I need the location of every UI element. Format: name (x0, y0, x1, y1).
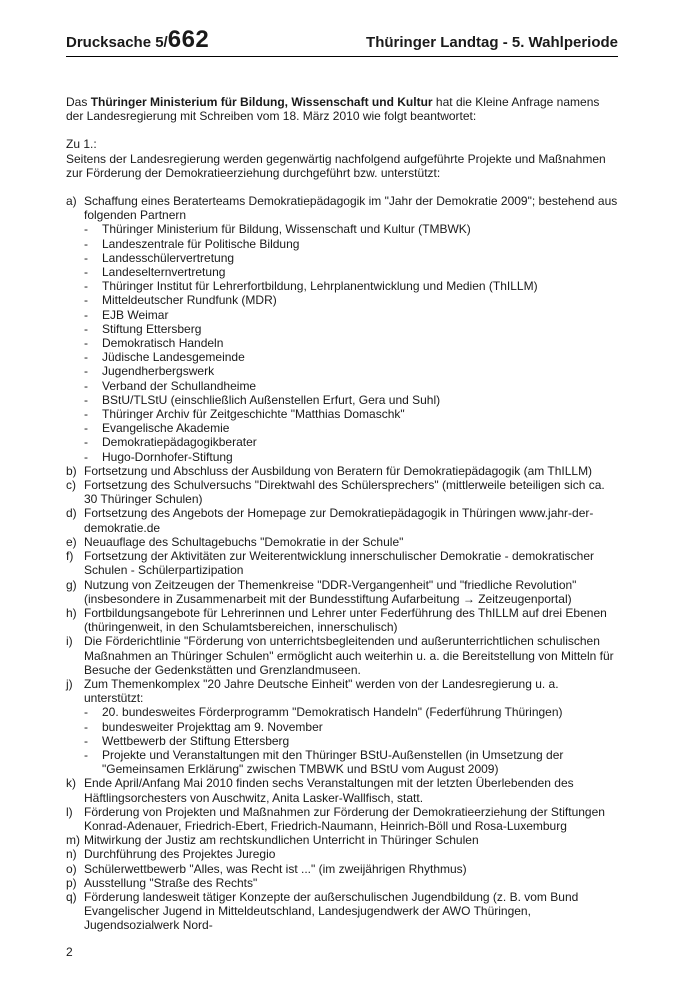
sub-list-item-text: Hugo-Dornhofer-Stiftung (102, 449, 233, 464)
list-item (66, 464, 618, 478)
sub-list-item (66, 748, 618, 776)
sub-list-item (66, 705, 618, 719)
answer-text: Seitens der Landesregierung werden gegenwärtig nachfolgend aufgeführte Projekte und Maßnahmen zur Förderung der Demokratieerziehung durchgeführt bzw. unterstützt: (66, 151, 606, 180)
sub-list-item (66, 222, 618, 236)
sub-list-item (66, 336, 618, 350)
dash-marker: - (84, 336, 88, 351)
dash-marker: - (84, 747, 88, 762)
list-item-text: Die Förderichtlinie "Förderung von unterrichtsbegleitenden und außerunterrichtlichen schulischen Maßnahmen an Thüringer Schulen" ermöglicht auch weiterhin u. a. die Bereitstellung von Mitteln für Besuche der Gedenkstätten und Grenzlandmuseen. (84, 634, 614, 677)
sub-list-item (66, 435, 618, 449)
sub-list-item-text: bundesweiter Projekttag am 9. November (102, 719, 323, 734)
list-item (66, 876, 618, 890)
intro-paragraph (66, 95, 618, 123)
list-item-text: Ausstellung "Straße des Rechts" (84, 875, 258, 890)
sub-list-item-text: Thüringer Institut für Lehrerfortbildung, Lehrplanentwicklung und Medien (ThILLM) (102, 279, 538, 294)
sub-list-item-text: Thüringer Ministerium für Bildung, Wissenschaft und Kultur (TMBWK) (102, 222, 471, 237)
dash-marker: - (84, 279, 88, 294)
list-marker: b) (66, 463, 77, 478)
list-item-text: Zum Themenkomplex "20 Jahre Deutsche Einheit" werden von der Landesregierung u. a. unterstützt: (84, 676, 559, 706)
list-item (66, 478, 618, 506)
list-marker: d) (66, 506, 77, 521)
sub-list-item-text: Jüdische Landesgemeinde (102, 350, 245, 365)
list-item-text: Fortsetzung des Schulversuchs "Direktwahl des Schülersprechers" (mittlerweile beteiligen sich ca. 30 Thüringer Schulen) (84, 478, 605, 507)
intro-pre: Das (66, 95, 91, 109)
document-body (66, 95, 618, 933)
list-item-text: Nutzung von Zeitzeugen der Themenkreise "DDR-Vergangenheit" und "friedliche Revolution" (insbesondere in Zusammenarbeit mit der Bundesstiftung Aufarbeitung → Zeitzeugenportal) (84, 577, 577, 606)
document-number (66, 26, 210, 56)
list-item-text: Fortsetzung der Aktivitäten zur Weiterentwicklung innerschulischer Demokratie - demokratischer Schulen - Schülerpartizipation (84, 549, 594, 578)
sub-list-item-text: Demokratisch Handeln (102, 336, 224, 351)
dash-marker: - (84, 719, 88, 734)
sub-list-item (66, 308, 618, 322)
list-item (66, 194, 618, 222)
list-marker: a) (66, 194, 77, 209)
sub-list-item-text: Wettbewerb der Stiftung Ettersberg (102, 733, 290, 748)
list-marker: k) (66, 776, 76, 791)
list-item (66, 606, 618, 634)
dash-marker: - (84, 293, 88, 308)
measures-list (66, 194, 618, 933)
document-number-prefix: Drucksache 5/ (66, 34, 168, 51)
sub-list-item-text: BStU/TLStU (einschließlich Außenstellen Erfurt, Gera und Suhl) (102, 392, 441, 407)
sub-list-item (66, 293, 618, 307)
answer-heading: Zu 1.: (66, 137, 97, 152)
sub-list-item-text: Verband der Schullandheime (102, 378, 257, 393)
list-item (66, 862, 618, 876)
dash-marker: - (84, 392, 88, 407)
dash-marker: - (84, 378, 88, 393)
dash-marker: - (84, 307, 88, 322)
sub-list-item-text: EJB Weimar (102, 307, 169, 322)
list-marker: e) (66, 534, 77, 549)
list-marker: m) (66, 833, 80, 848)
list-item-text: Schülerwettbewerb "Alles, was Recht ist ..." (im zweijährigen Rhythmus) (84, 861, 467, 876)
list-item (66, 847, 618, 861)
parliament-title: Thüringer Landtag - 5. Wahlperiode (366, 34, 618, 51)
sub-list-item-text: Demokratiepädagogikberater (102, 435, 257, 450)
sub-list-item (66, 350, 618, 364)
sub-list-item (66, 237, 618, 251)
list-item-text: Fortbildungsangebote für Lehrerinnen und Lehrer unter Federführung des ThILLM auf drei Ebenen (thüringenweit, in den Schulamtsbereichen, innerschulisch) (84, 605, 607, 635)
list-item (66, 890, 618, 933)
document-number-value: 662 (167, 26, 210, 53)
list-marker: f) (66, 549, 74, 564)
sub-list-item-text: Evangelische Akademie (102, 421, 230, 436)
list-item-text: Fortsetzung und Abschluss der Ausbildung von Beratern für Demokratiepädagogik (am ThILLM) (84, 463, 593, 478)
dash-marker: - (84, 250, 88, 265)
list-marker: j) (66, 676, 73, 691)
sub-list-item (66, 720, 618, 734)
intro-post: hat die Kleine Anfrage namens der Landesregierung mit Schreiben vom 18. März 2010 wie folgt beantwortet: (66, 95, 600, 124)
list-item (66, 506, 618, 534)
sub-list-item (66, 407, 618, 421)
list-item-text: Fortsetzung des Angebots der Homepage zur Demokratiepädagogik in Thüringen www.jahr-der-demokratie.de (84, 506, 594, 535)
sub-list-item (66, 364, 618, 378)
list-item (66, 549, 618, 577)
dash-marker: - (84, 265, 88, 280)
list-item-text: Mitwirkung der Justiz am rechtskundlichen Unterricht in Thüringer Schulen (84, 833, 479, 848)
sub-list-item (66, 734, 618, 748)
sub-list-item-text: Landeselternvertretung (102, 265, 226, 280)
dash-marker: - (84, 364, 88, 379)
sub-list-item-text: 20. bundesweites Förderprogramm "Demokratisch Handeln" (Federführung Thüringen) (102, 705, 563, 720)
list-marker: l) (66, 804, 73, 819)
sub-list-item-text: Projekte und Veranstaltungen mit den Thüringer BStU-Außenstellen (in Umsetzung der "Gemeinsamen Erklärung" zwischen TMBWK und BStU vom August 2009) (102, 747, 564, 777)
list-item (66, 833, 618, 847)
list-item-text: Durchführung des Projektes Juregio (84, 847, 276, 862)
sub-list-item (66, 450, 618, 464)
sub-list-item (66, 379, 618, 393)
dash-marker: - (84, 350, 88, 365)
list-marker: q) (66, 889, 77, 904)
list-item (66, 535, 618, 549)
dash-marker: - (84, 449, 88, 464)
list-item-text: Neuauflage des Schultagebuchs "Demokratie in der Schule" (84, 534, 404, 549)
sub-list-item-text: Stiftung Ettersberg (102, 321, 202, 336)
ministry-name: Thüringer Ministerium für Bildung, Wissenschaft und Kultur (90, 95, 433, 109)
page-header (66, 26, 618, 57)
list-item-text: Förderung von Projekten und Maßnahmen zur Förderung der Demokratieerziehung der Stiftungen Konrad-Adenauer, Friedrich-Ebert, Friedrich-Naumann, Heinrich-Böll und Rosa-Luxemburg (84, 804, 605, 833)
dash-marker: - (84, 733, 88, 748)
list-item (66, 776, 618, 804)
dash-marker: - (84, 321, 88, 336)
list-item (66, 634, 618, 677)
sub-list-item-text: Landesschülervertretung (102, 250, 235, 265)
list-item-text: Ende April/Anfang Mai 2010 finden sechs Veranstaltungen mit der letzten Überlebenden des Häftlingsorchesters von Auschwitz, Anita Lasker-Wallfisch, statt. (84, 776, 574, 805)
sub-list-item-text: Thüringer Archiv für Zeitgeschichte "Matthias Domaschk" (102, 407, 405, 422)
sub-list-item (66, 421, 618, 435)
dash-marker: - (84, 705, 88, 720)
sub-list-item (66, 265, 618, 279)
list-item (66, 677, 618, 705)
dash-marker: - (84, 435, 88, 450)
sub-list-item-text: Landeszentrale für Politische Bildung (102, 236, 300, 251)
sub-list-item (66, 279, 618, 293)
list-marker: p) (66, 875, 77, 890)
sub-list-item (66, 251, 618, 265)
sub-list-item (66, 322, 618, 336)
dash-marker: - (84, 222, 88, 237)
list-item (66, 805, 618, 833)
sub-list-item (66, 393, 618, 407)
sub-list-item-text: Mitteldeutscher Rundfunk (MDR) (102, 293, 277, 308)
dash-marker: - (84, 421, 88, 436)
list-item (66, 578, 618, 606)
list-marker: n) (66, 847, 77, 862)
sub-list-item-text: Jugendherbergswerk (102, 364, 215, 379)
dash-marker: - (84, 236, 88, 251)
page-number: 2 (66, 945, 73, 959)
list-marker: h) (66, 605, 77, 620)
list-item-text: Schaffung eines Beraterteams Demokratiepädagogik im "Jahr der Demokratie 2009"; bestehend aus folgenden Partnern (84, 194, 618, 223)
list-marker: i) (66, 634, 73, 649)
list-item-text: Förderung landesweit tätiger Konzepte der außerschulischen Jugendbildung (z. B. vom Bund Evangelischer Jugend in Mitteldeutschland, Landesjugendwerk der AWO Thüringen, Jugendsozialwerk Nord- (84, 889, 579, 933)
list-marker: o) (66, 861, 77, 876)
dash-marker: - (84, 407, 88, 422)
list-marker: c) (66, 478, 76, 493)
list-marker: g) (66, 577, 77, 592)
